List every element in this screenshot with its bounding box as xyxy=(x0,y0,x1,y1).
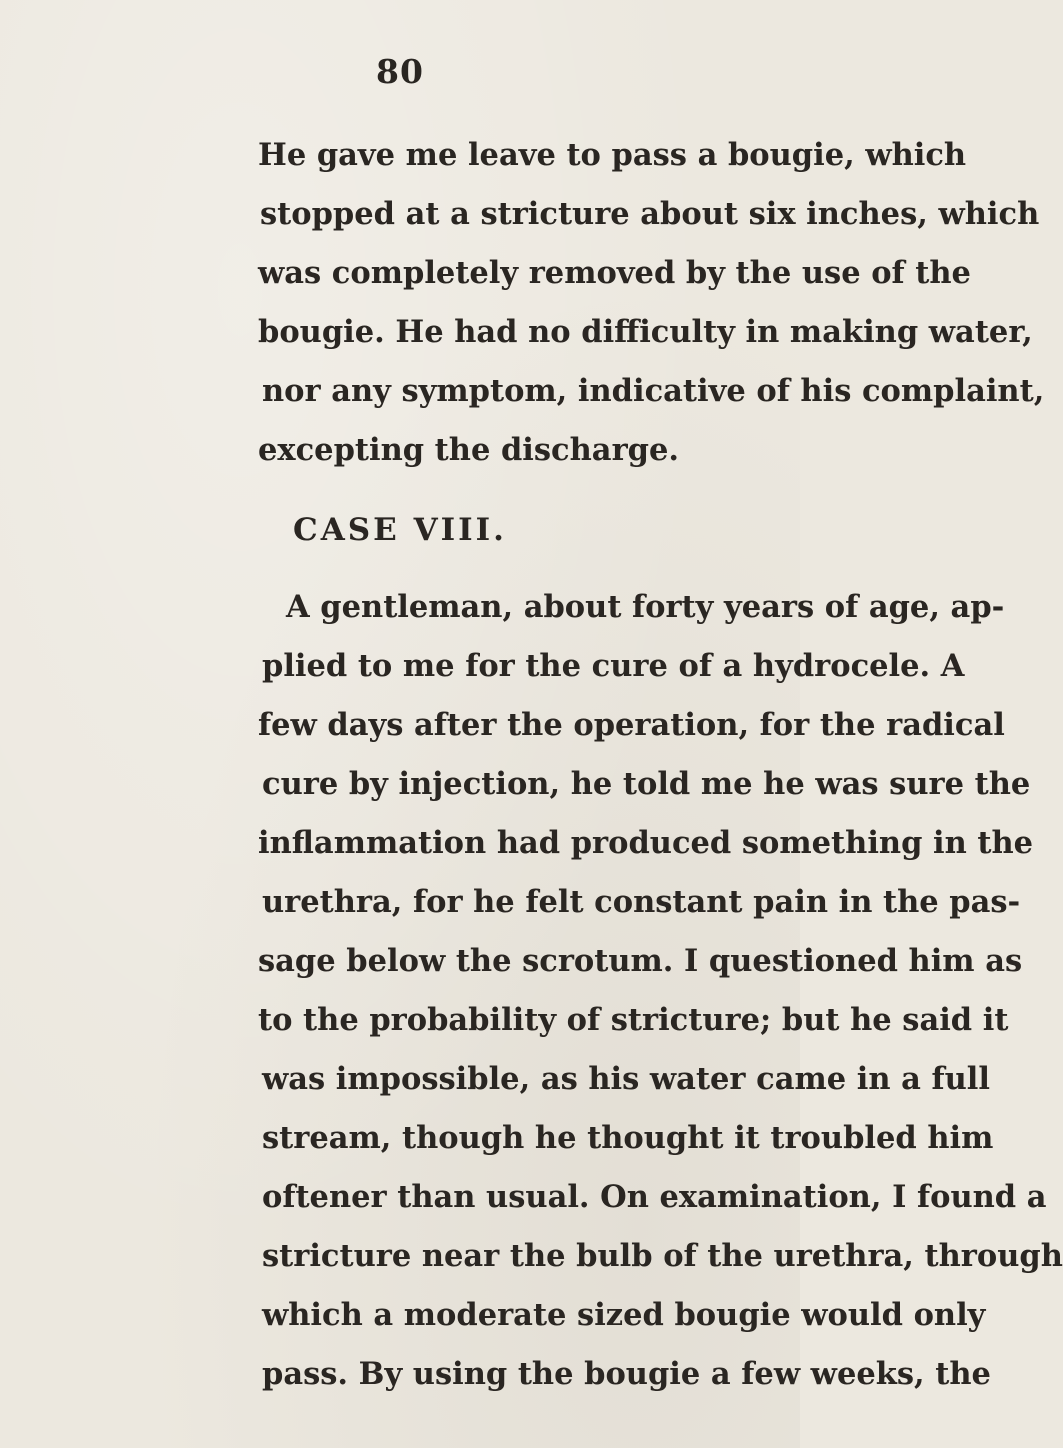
text-line: nor any symptom, indicative of his complaint, xyxy=(262,373,1045,409)
text-line: excepting the discharge. xyxy=(258,432,679,468)
text-line: bougie. He had no difficulty in making water, xyxy=(258,314,1033,350)
text-line: was completely removed by the use of the xyxy=(258,255,971,291)
text-line: which a moderate sized bougie would only xyxy=(262,1297,986,1333)
case-heading: CASE VIII. xyxy=(293,512,507,548)
text-line: urethra, for he felt constant pain in the pas- xyxy=(262,884,1021,920)
text-line: He gave me leave to pass a bougie, which xyxy=(258,137,967,173)
text-line: stopped at a stricture about six inches, which xyxy=(260,196,1040,232)
text-line: stream, though he thought it troubled him xyxy=(262,1120,994,1156)
text-line: plied to me for the cure of a hydrocele. A xyxy=(262,648,965,684)
text-line: inflammation had produced something in the xyxy=(258,825,1034,861)
text-line: pass. By using the bougie a few weeks, the xyxy=(262,1356,991,1392)
text-line: A gentleman, about forty years of age, ap- xyxy=(286,589,1005,625)
text-line: cure by injection, he told me he was sure the xyxy=(262,766,1031,802)
text-line: sage below the scrotum. I questioned him as xyxy=(258,943,1023,979)
text-line: oftener than usual. On examination, I found a xyxy=(262,1179,1047,1215)
page-number: 80 xyxy=(376,52,424,91)
text-line: to the probability of stricture; but he said it xyxy=(258,1002,1009,1038)
text-line: few days after the operation, for the radical xyxy=(258,707,1005,743)
text-line: stricture near the bulb of the urethra, through xyxy=(262,1238,1063,1274)
text-line: was impossible, as his water came in a full xyxy=(262,1061,990,1097)
